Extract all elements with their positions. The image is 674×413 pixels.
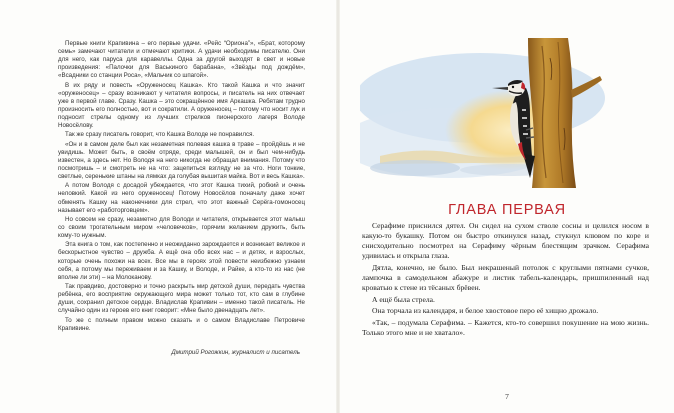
left-page [0, 0, 336, 413]
foreword-paragraph: А потом Володя с досадой убеждается, что этот Кашка тихий, робкий и очень неловкий. Какой из него оруженосец! Потому Новосёлов поначалу даже хочет обменять Кашку на наконечники для стрел, что этот важный Серёга-гомоносец называет его «работорговцем». [58, 182, 305, 214]
right-page [340, 0, 674, 413]
page-number: 7 [505, 392, 509, 401]
chapter-paragraph: Дятла, конечно, не было. Был некрашеный потолок с круглыми пятнами сучков, лампочка в самодельном абажуре и листик табель-календарь, пришпиленный над кроватью к стене из тёсаных брёвен. [362, 262, 649, 292]
foreword-paragraph: То же с полным правом можно сказать и о самом Владиславе Петровиче Крапивине. [58, 316, 305, 332]
foreword-paragraph: В их ряду и повесть «Оруженосец Кашка». Кто такой Кашка и что значит «оруженосец» – сразу возникают у читателя вопросы, и писатель на них отвечает уже в первой главе. Сразу. Кашка – это сокращённое имя Аркашка. Ребятам трудно произносить его полностью, вот и сократили. А оруженосец – потому что носит лук и подносит стрелы одному из лучших стрелков пионерского лагеря Володе Новосёлову. [58, 81, 305, 130]
chapter-paragraph: «Так, – подумала Серафима. – Кажется, кто-то совершил покушение на мою жизнь. Только этого мне и не хватало». [362, 318, 649, 338]
foreword-paragraph: «Он и в самом деле был как незаметная полевая кашка в траве – пройдёшь и не увидишь. Может быть, в своём отряде, среди малышей, он и был чем-нибудь известен, а здесь нет. Но Володя на него никогда не обращал внимания. Потому что посмотришь – и смотреть не на что: зацепиться взгляду не за что. Ноги тонкие, светлые, серенькие штаны на лямках да голубая вышитая майка. Вот и весь Кашка». [58, 140, 305, 181]
author-signature: Дмитрий Рогожкин, журналист и писатель [171, 349, 300, 356]
foreword-paragraph: Так правдиво, достоверно и точно раскрыть мир детской души, передать чувства ребёнка, его восприятие окружающего мира может только тот, кто сам в глубине души, сохранил детское сердце. Владислав Крапивин – именно такой писатель. Не случайно один из героев его книг говорит: «Мне было двенадцать лет». [58, 283, 305, 315]
chapter-paragraph: Серафиме приснился дятел. Он сидел на сухом стволе сосны и целился носом в какую-то букашку. Потом он быстро откинулся назад, стукнул клювом по коре и снисходительно посмотрел на Серафиму чёрным блестящим зрачком. Серафима удивилась и открыла глаза. [362, 221, 649, 260]
cloud [370, 160, 460, 176]
chapter-text [362, 221, 649, 340]
foreword-paragraph: Так же сразу писатель говорит, что Кашка Володе не понравился. [65, 131, 255, 139]
foreword-paragraph: Эта книга о том, как постепенно и неожиданно зарождается и возникает великое и бескорыстное чувство – дружба. А ещё она обо всех нас – и детях, и взрослых, которые очень похожи на всех. Все мы в героях этой повести неизбежно узнаем себя, а потому мы переживаем и за Кашку, и Володе, и Райке, а кто-то из нас (не вполне ли эти) – на Молоканову. [58, 241, 305, 281]
chapter-title: ГЛАВА ПЕРВАЯ [448, 202, 566, 218]
tree-trunk [528, 38, 576, 188]
woodpecker-illustration [360, 38, 652, 188]
chapter-paragraph: А ещё была стрела. [372, 294, 435, 304]
foreword-text [58, 40, 305, 334]
woodpecker-eye [512, 86, 514, 88]
foreword-paragraph: Но совсем не сразу, незаметно для Володи и читателя, открывается этот малыш со своим трогательным миром «человечков», горячим желанием дружить, быть кому-то нужным. [58, 215, 305, 240]
chapter-paragraph: Она торчала из календаря, и белое хвостовое перо её хищно дрожало. [372, 306, 599, 316]
foreword-paragraph: Первые книги Крапивина – его первые удачи. «Рейс “Ориона”», «Брат, которому семь» замечают читатели и отмечают критики. А удачи необходимы писателю. Они для него, как паруса для каравеллы. Одна за другой выходят в свет и новые произведения: «Палочки для Васькиного барабана», «Звёзды под дождём», «Всадники со станции Роса», «Мальчик со шпагой». [58, 40, 305, 80]
